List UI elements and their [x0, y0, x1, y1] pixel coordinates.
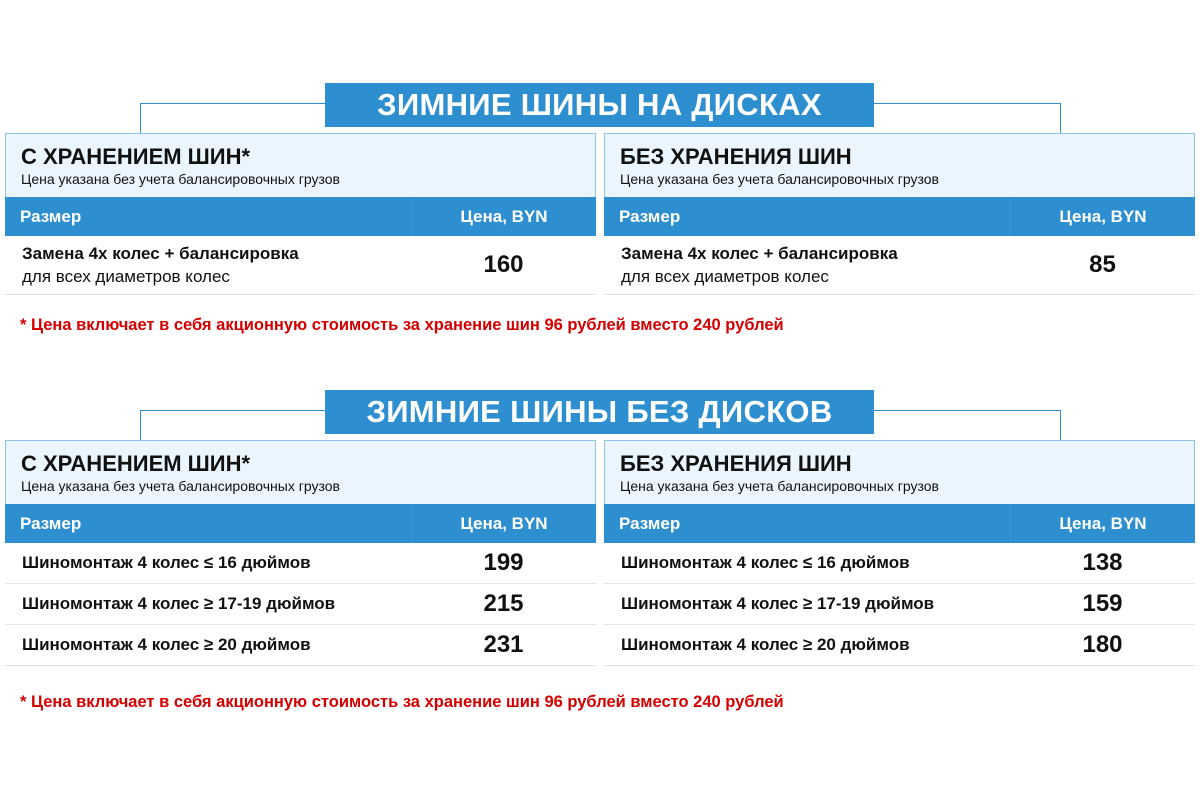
table-header: [5, 504, 596, 543]
row-name: Шиномонтаж 4 колес ≤ 16 дюймов: [621, 553, 910, 572]
row-price: 215: [483, 590, 524, 617]
col-size: Размер: [20, 206, 82, 226]
panel-title: БЕЗ ХРАНЕНИЯ ШИН: [620, 144, 852, 169]
connector-line: [140, 103, 326, 134]
panel-with-storage: [5, 133, 596, 295]
row-price: 160: [483, 251, 524, 278]
col-price: Цена, BYN: [1010, 504, 1195, 543]
row-name: Шиномонтаж 4 колес ≥ 20 дюймов: [621, 635, 910, 654]
table-row: [5, 236, 596, 295]
panel-title: С ХРАНЕНИЕМ ШИН*: [21, 144, 251, 169]
row-price: 180: [1082, 631, 1123, 658]
table-row: [604, 625, 1195, 666]
row-name: Замена 4х колес + балансировка: [22, 244, 299, 263]
table-header: [604, 197, 1195, 236]
table-row: [604, 584, 1195, 625]
col-size: Размер: [20, 513, 82, 533]
table-header: [604, 504, 1195, 543]
row-name: Шиномонтаж 4 колес ≥ 17-19 дюймов: [621, 594, 935, 613]
footnote: * Цена включает в себя акционную стоимость за хранение шин 96 рублей вместо 240 рублей: [20, 316, 784, 334]
row-detail: для всех диаметров колес: [621, 267, 829, 286]
panel-subtitle: Цена указана без учета балансировочных грузов: [620, 478, 939, 494]
table-row: [5, 584, 596, 625]
table-row: [5, 543, 596, 584]
connector-line: [873, 410, 1061, 441]
panel-title: С ХРАНЕНИЕМ ШИН*: [21, 451, 251, 476]
connector-line: [873, 103, 1061, 134]
section-title: ЗИМНИЕ ШИНЫ БЕЗ ДИСКОВ: [325, 390, 874, 434]
panel-title: БЕЗ ХРАНЕНИЯ ШИН: [620, 451, 852, 476]
panel-without-storage: [604, 440, 1195, 666]
table-row: [604, 543, 1195, 584]
row-price: 85: [1089, 251, 1116, 278]
row-name: Замена 4х колес + балансировка: [621, 244, 898, 263]
row-name: Шиномонтаж 4 колес ≤ 16 дюймов: [22, 553, 311, 572]
row-price: 199: [483, 549, 524, 576]
col-price: Цена, BYN: [411, 504, 596, 543]
section-title: ЗИМНИЕ ШИНЫ НА ДИСКАХ: [325, 83, 874, 127]
row-price: 159: [1082, 590, 1123, 617]
panel-with-storage: [5, 440, 596, 666]
row-price: 231: [483, 631, 524, 658]
col-price: Цена, BYN: [411, 197, 596, 236]
row-name: Шиномонтаж 4 колес ≥ 20 дюймов: [22, 635, 311, 654]
panel-subtitle: Цена указана без учета балансировочных грузов: [620, 171, 939, 187]
panel-subtitle: Цена указана без учета балансировочных грузов: [21, 171, 340, 187]
row-name: Шиномонтаж 4 колес ≥ 17-19 дюймов: [22, 594, 336, 613]
col-size: Размер: [619, 513, 681, 533]
col-size: Размер: [619, 206, 681, 226]
table-header: [5, 197, 596, 236]
footnote: * Цена включает в себя акционную стоимость за хранение шин 96 рублей вместо 240 рублей: [20, 693, 784, 711]
table-row: [5, 625, 596, 666]
col-price: Цена, BYN: [1010, 197, 1195, 236]
connector-line: [140, 410, 326, 441]
panel-subtitle: Цена указана без учета балансировочных грузов: [21, 478, 340, 494]
row-price: 138: [1082, 549, 1123, 576]
panel-without-storage: [604, 133, 1195, 295]
row-detail: для всех диаметров колес: [22, 267, 230, 286]
table-row: [604, 236, 1195, 295]
